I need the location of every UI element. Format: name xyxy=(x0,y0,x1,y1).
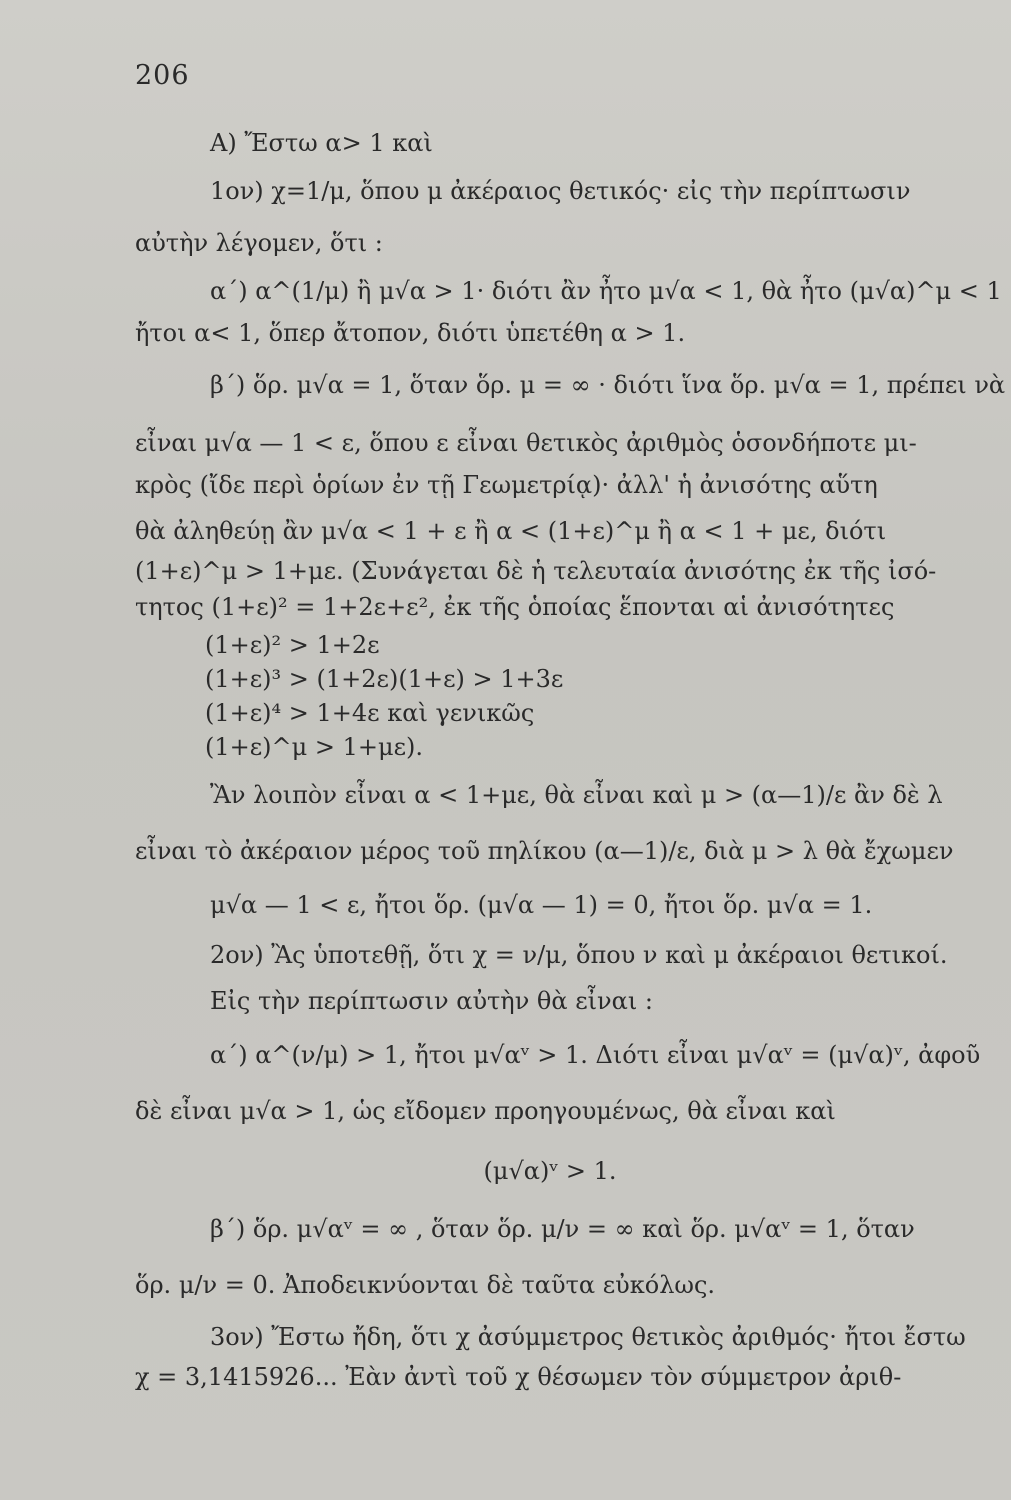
text-line: 1ον) χ=1/μ, ὅπου μ ἀκέραιος θετικός· εἰς τὴν περίπτωσιν xyxy=(210,177,911,205)
formula-line: β΄) ὅρ. μ√αᵛ = ∞ , ὅταν ὅρ. μ/ν = ∞ καὶ ὅρ. μ√αᵛ = 1, ὅταν xyxy=(210,1215,915,1243)
page-number: 206 xyxy=(135,60,190,91)
text-line: 3ον) Ἔστω ἤδη, ὅτι χ ἀσύμμετρος θετικὸς ἀριθμός· ἤτοι ἔστω xyxy=(210,1323,966,1351)
formula-line: α΄) α^(ν/μ) > 1, ἤτοι μ√αᵛ > 1. Διότι εἶναι μ√αᵛ = (μ√α)ᵛ, ἀφοῦ xyxy=(210,1041,981,1069)
text-line: εἶναι τὸ ἀκέραιον μέρος τοῦ πηλίκου (α—1)/ε, διὰ μ > λ θὰ ἔχωμεν xyxy=(135,837,954,865)
text-line: Ἂν λοιπὸν εἶναι α < 1+με, θὰ εἶναι καὶ μ > (α—1)/ε ἂν δὲ λ xyxy=(210,781,943,809)
inequality-line: (1+ε)^μ > 1+με). xyxy=(205,733,424,761)
inequality-line: (1+ε)⁴ > 1+4ε καὶ γενικῶς xyxy=(205,699,535,727)
text-line: τητος (1+ε)² = 1+2ε+ε², ἐκ τῆς ὁποίας ἕπονται αἱ ἀνισότητες xyxy=(135,593,895,621)
text-line: A) Ἔστω α> 1 καὶ xyxy=(210,129,433,157)
text-line: δὲ εἶναι μ√α > 1, ὡς εἴδομεν προηγουμένως, θὰ εἶναι καὶ xyxy=(135,1097,836,1125)
text-line: θὰ ἀληθεύῃ ἂν μ√α < 1 + ε ἢ α < (1+ε)^μ ἢ α < 1 + με, διότι xyxy=(135,517,887,545)
text-line: κρὸς (ἴδε περὶ ὁρίων ἐν τῇ Γεωμετρίᾳ)· ἀλλ' ἡ ἀνισότης αὕτη xyxy=(135,471,878,499)
text-line: αὐτὴν λέγομεν, ὅτι : xyxy=(135,229,383,257)
text-line: 2ον) Ἂς ὑποτεθῇ, ὅτι χ = ν/μ, ὅπου ν καὶ μ ἀκέραιοι θετικοί. xyxy=(210,941,948,969)
text-line: χ = 3,1415926... Ἐὰν ἀντὶ τοῦ χ θέσωμεν τὸν σύμμετρον ἀριθ- xyxy=(135,1363,902,1391)
text-line: ὅρ. μ/ν = 0. Ἀποδεικνύονται δὲ ταῦτα εὐκόλως. xyxy=(135,1271,716,1299)
inequality-line: (1+ε)² > 1+2ε xyxy=(205,631,380,659)
text-line: εἶναι μ√α — 1 < ε, ὅπου ε εἶναι θετικὸς ἀριθμὸς ὁσονδήποτε μι- xyxy=(135,429,917,457)
text-line: Εἰς τὴν περίπτωσιν αὐτὴν θὰ εἶναι : xyxy=(210,987,653,1015)
inequality-line: (1+ε)³ > (1+2ε)(1+ε) > 1+3ε xyxy=(205,665,564,693)
formula-line: μ√α — 1 < ε, ἤτοι ὅρ. (μ√α — 1) = 0, ἤτοι ὅρ. μ√α = 1. xyxy=(210,891,873,919)
formula-line: β΄) ὅρ. μ√α = 1, ὅταν ὅρ. μ = ∞ · διότι ἵνα ὅρ. μ√α = 1, πρέπει νὰ xyxy=(210,371,1006,399)
formula-line: (μ√α)ᵛ > 1. xyxy=(483,1157,617,1185)
formula-line: α΄) α^(1/μ) ἢ μ√α > 1· διότι ἂν ἦτο μ√α < 1, θὰ ἦτο (μ√α)^μ < 1 xyxy=(210,277,1002,305)
text-line: ἤτοι α< 1, ὅπερ ἄτοπον, διότι ὑπετέθη α > 1. xyxy=(135,319,686,347)
text-line: (1+ε)^μ > 1+με. (Συνάγεται δὲ ἡ τελευταία ἀνισότης ἐκ τῆς ἰσό- xyxy=(135,557,937,585)
